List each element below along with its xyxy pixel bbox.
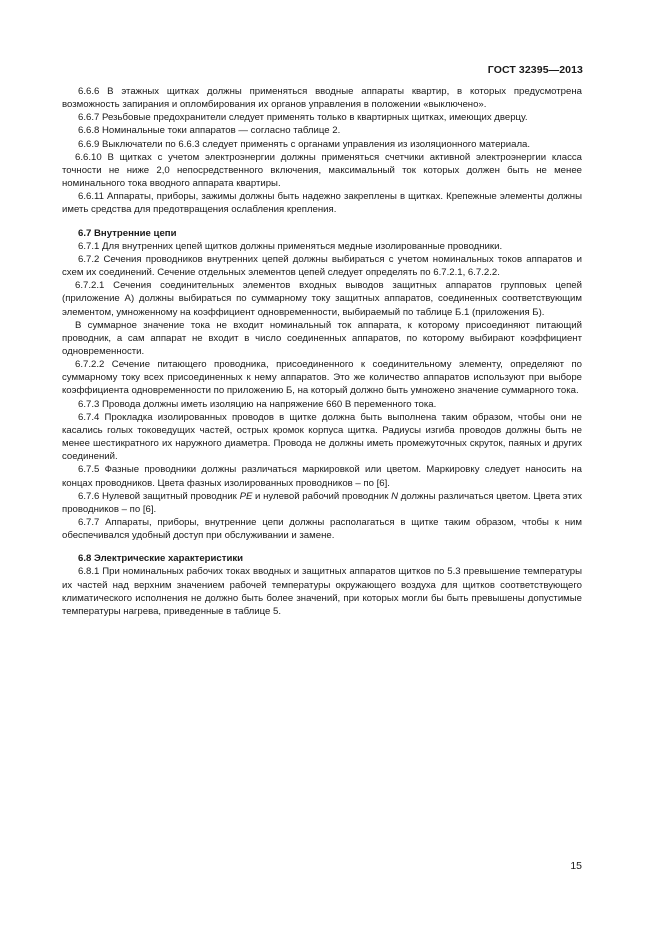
- paragraph-6-6-9: 6.6.9 Выключатели по 6.6.3 следует применять с органами управления из изоляционного материала.: [78, 138, 531, 150]
- page-number: 15: [570, 860, 582, 872]
- paragraph-6-7-3: 6.7.3 Провода должны иметь изоляцию на напряжение 660 В переменного тока.: [78, 398, 437, 410]
- document-header: ГОСТ 32395—2013: [487, 64, 583, 76]
- paragraph-6-7-7: 6.7.7 Аппараты, приборы, внутренние цепи должны располагаться в щитке таким образом, чтобы к ним обеспечивался удобный доступ при обслуживании и замене.: [62, 517, 582, 542]
- pe-term: PE: [239, 490, 253, 502]
- document-body: [62, 85, 582, 618]
- paragraph-sum-note: В суммарное значение тока не входит номинальный ток аппарата, к которому присоединяют питающий проводник, а сам аппарат не входит в число соединенных аппаратов, по которому выбирают коэффициент одновременности.: [62, 319, 582, 357]
- paragraph-6-6-8: 6.6.8 Номинальные токи аппаратов — согласно таблице 2.: [78, 125, 341, 137]
- paragraph-6-6-10: 6.6.10 В щитках с учетом электроэнергии должны применяться счетчики активной электроэнергии класса точности не ниже 2,0 непосредственного включения, максимальный ток которых должен быть не менее номинального тока вводного аппарата квартиры.: [62, 151, 582, 190]
- spacer: [62, 217, 582, 227]
- paragraph-6-7-5: 6.7.5 Фазные проводники должны различаться маркировкой или цветом. Маркировку следует наносить на концах проводников. Цвета фазных изолированных проводников – по [6].: [62, 464, 582, 489]
- paragraph-6-7-1: 6.7.1 Для внутренних цепей щитков должны применяться медные изолированные проводники.: [78, 240, 503, 252]
- section-title-6-7: 6.7 Внутренние цепи: [78, 227, 177, 239]
- paragraph-6-7-2-2: 6.7.2.2 Сечение питающего проводника, присоединенного к соединительному элементу, определяют по суммарному току всех присоединенных к нему аппаратов. Это же количество аппаратов используют при выборе коэффициента одновременности по приложению Б, на который должно быть умножено значение суммарного тока.: [62, 359, 582, 397]
- spacer: [62, 542, 582, 552]
- p676-a: 6.7.6 Нулевой защитный проводник: [78, 490, 240, 502]
- paragraph-6-6-11: 6.6.11 Аппараты, приборы, зажимы должны быть надежно закреплены в щитках. Крепежные элементы должны иметь средства для предотвращения ослабления крепления.: [62, 191, 582, 216]
- paragraph-6-7-4: 6.7.4 Прокладка изолированных проводов в щитке должна быть выполнена таким образом, чтобы они не касались голых токоведущих частей, острых кромок корпуса щитка. Радиусы изгиба проводов должны быть не менее шестикратного их наружного диаметра. Провода не должны иметь промежуточных скруток, паяных и других соединений.: [62, 411, 582, 463]
- n-term: N: [391, 490, 399, 502]
- p676-b: и нулевой рабочий проводник: [252, 490, 392, 502]
- paragraph-6-7-2-1: 6.7.2.1 Сечения соединительных элементов входных выводов защитных аппаратов групповых цепей (приложение А) должны выбираться по суммарному току защитных аппаратов, соединенных соответствующим элементом, умноженному на коэффициент одновременности, выбираемый по таблице Б.1 (приложения Б).: [62, 280, 582, 318]
- paragraph-6-7-6: [62, 490, 582, 516]
- paragraph-6-8-1: 6.8.1 При номинальных рабочих токах вводных и защитных аппаратов щитков по 5.3 превышение температуры их частей над верхним значением рабочей температуры окружающего воздуха для щитков соответствующего климатического исполнения не должно быть более значений, при которых могли бы быть превышены допустимые температуры нагрева, приведенные в таблице 5.: [62, 566, 582, 617]
- paragraph-6-6-7: 6.6.7 Резьбовые предохранители следует применять только в квартирных щитках, имеющих дверцу.: [78, 112, 528, 124]
- paragraph-6-6-6: 6.6.6 В этажных щитках должны применяться вводные аппараты квартир, в которых предусмотрена возможность запирания и опломбирования их органов управления в положении «выключено».: [62, 86, 582, 111]
- paragraph-6-7-2: 6.7.2 Сечения проводников внутренних цепей должны выбираться с учетом номинальных токов аппаратов и схем их соединений. Сечение отдельных элементов цепей следует определять по 6.7.2.1, 6.7.2.2.: [62, 253, 582, 279]
- p676-c: должны различаться цветом. Цвета этих проводников – по [6].: [62, 490, 583, 515]
- section-title-6-8: 6.8 Электрические характеристики: [78, 553, 244, 565]
